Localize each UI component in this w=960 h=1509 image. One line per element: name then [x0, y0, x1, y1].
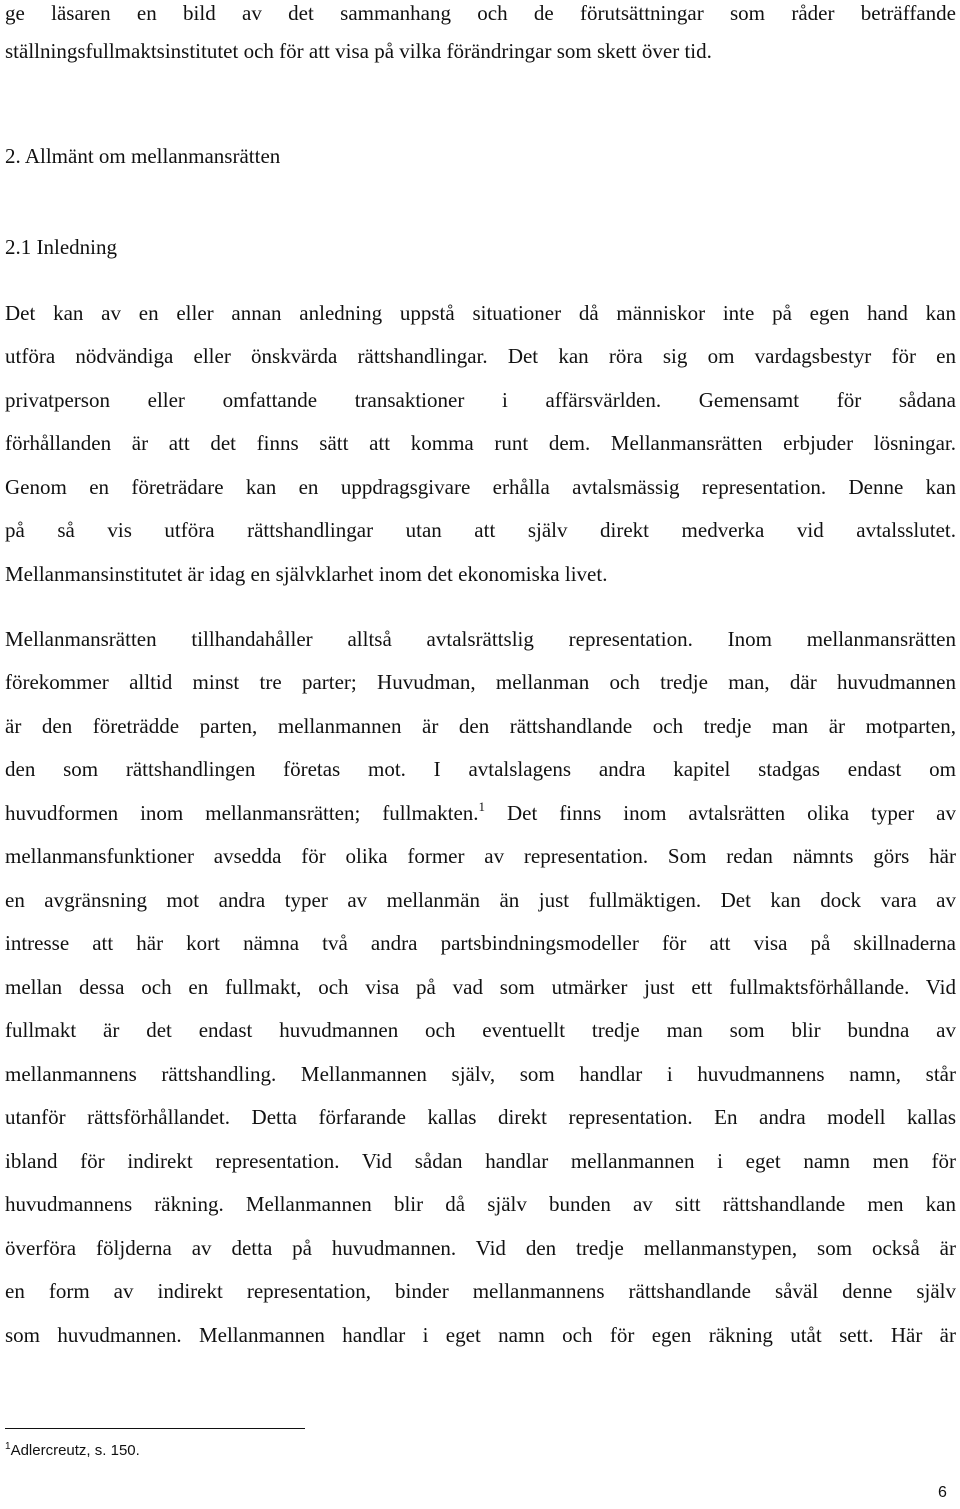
footnote-separator [5, 1428, 305, 1429]
p2-line-17: som huvudmannen. Mellanmannen handlar i eget namn och för egen räkning utåt sett. Här är [5, 1323, 956, 1347]
p2-line-2: förekommer alltid minst tre parter; Huvudman, mellanman och tredje man, där huvudmannen [5, 670, 956, 694]
p2-line-5 [5, 800, 956, 826]
p2-line-16: en form av indirekt representation, binder mellanmannens rättshandlande såväl denne själv [5, 1279, 956, 1303]
p2-line-8: intresse att här kort nämna två andra partsbindningsmodeller för att visa på skillnaderna [5, 931, 956, 955]
section-heading: 2. Allmänt om mellanmansrätten [5, 144, 281, 168]
p2-line-3: är den företrädde parten, mellanmannen är den rättshandlande och tredje man är motparten, [5, 714, 956, 738]
p1-line-2: utföra nödvändiga eller önskvärda rättshandlingar. Det kan röra sig om vardagsbestyr för en [5, 344, 956, 368]
p2-line-9: mellan dessa och en fullmakt, och visa på vad som utmärker just ett fullmaktsförhållande. Vid [5, 975, 956, 999]
p1-line-1: Det kan av en eller annan anledning uppstå situationer då människor inte på egen hand kan [5, 301, 956, 325]
p1-line-5: Genom en företrädare kan en uppdragsgivare erhålla avtalsmässig representation. Denne kan [5, 475, 956, 499]
subsection-heading: 2.1 Inledning [5, 235, 117, 259]
footnote-reference: 1 [478, 800, 486, 814]
p1-line-6: på så vis utföra rättshandlingar utan att själv direkt medverka vid avtalsslutet. [5, 518, 956, 542]
footnote-marker: 1 [5, 1441, 11, 1452]
p2-line-15: överföra följderna av detta på huvudmannen. Vid den tredje mellanmanstypen, som också är [5, 1236, 956, 1260]
p1-line-3: privatperson eller omfattande transaktioner i affärsvärlden. Gemensamt för sådana [5, 388, 956, 412]
intro-line-2: ställningsfullmaktsinstitutet och för att visa på vilka förändringar som skett över tid. [5, 39, 712, 63]
p2-line-4: den som rättshandlingen företas mot. I avtalslagens andra kapitel stadgas endast om [5, 757, 956, 781]
p2-line-6: mellanmansfunktioner avsedda för olika former av representation. Som redan nämnts görs här [5, 844, 956, 868]
footnote [5, 1440, 140, 1462]
page-number: 6 [938, 1484, 947, 1501]
p2-line-14: huvudmannens räkning. Mellanmannen blir då själv bunden av sitt rättshandlande men kan [5, 1192, 956, 1216]
p2-line-7: en avgränsning mot andra typer av mellanmän än just fullmäktigen. Det kan dock vara av [5, 888, 956, 912]
p2-line-12: utanför rättsförhållandet. Detta förfarande kallas direkt representation. En andra modell kallas [5, 1105, 956, 1129]
p2-line-5-head: huvudformen inom mellanmansrätten; fullmakten. [5, 801, 479, 825]
p2-line-1: Mellanmansrätten tillhandahåller alltså avtalsrättslig representation. Inom mellanmansrätten [5, 627, 956, 651]
p2-line-5-tail: Det finns inom avtalsrätten olika typer av [485, 801, 956, 825]
p2-line-13: ibland för indirekt representation. Vid sådan handlar mellanmannen i eget namn men för [5, 1149, 956, 1173]
footnote-text: Adlercreutz, s. 150. [10, 1442, 140, 1459]
intro-line-1: ge läsaren en bild av det sammanhang och de förutsättningar som råder beträffande [5, 1, 956, 25]
p2-line-10: fullmakt är det endast huvudmannen och eventuellt tredje man som blir bundna av [5, 1018, 956, 1042]
p1-line-4: förhållanden är att det finns sätt att komma runt dem. Mellanmansrätten erbjuder lösningar. [5, 431, 956, 455]
p1-line-7: Mellanmansinstitutet är idag en självklarhet inom det ekonomiska livet. [5, 562, 608, 586]
p2-line-11: mellanmannens rättshandling. Mellanmannen själv, som handlar i huvudmannens namn, står [5, 1062, 956, 1086]
